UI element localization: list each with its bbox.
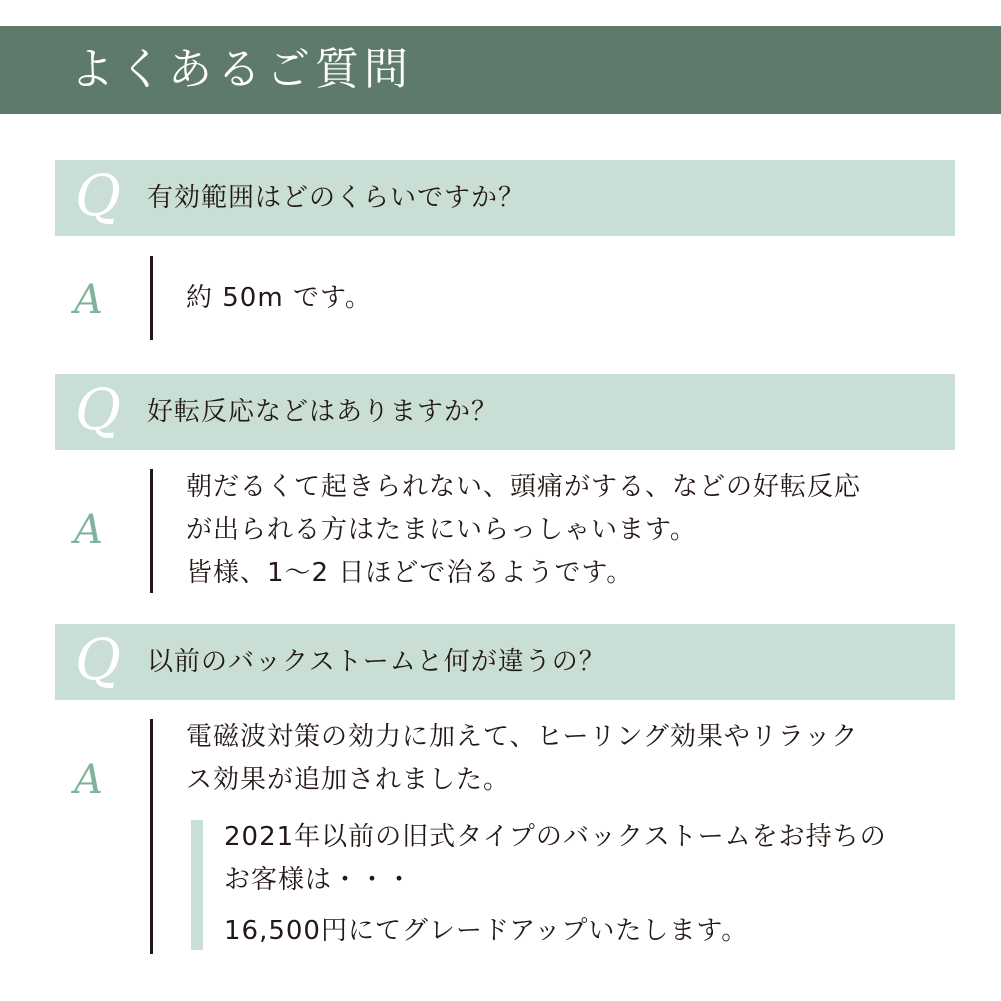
note-line: 16,500円にてグレードアップいたします。 [224,916,749,946]
faq-answer-1 [186,277,946,320]
note-line: 2021年以前の旧式タイプのバックストームをお持ちの [224,822,887,852]
answer-line: 皆様、1～2 日ほどで治るようです。 [186,558,634,588]
answer-divider [150,719,153,954]
page-header [0,26,1001,114]
question-mark-icon: Q [75,628,121,693]
answer-line: 朝だるくて起きられない、頭痛がする、などの好転反応 [186,472,862,502]
upgrade-note [224,816,954,953]
faq-question-2 [55,374,955,450]
answer-mark-icon: A [74,507,103,553]
faq-question-1 [55,160,955,236]
note-line: お客様は・・・ [224,865,414,895]
answer-line: ス効果が追加されました。 [186,765,511,795]
answer-line: が出られる方はたまにいらっしゃいます。 [186,515,697,545]
note-accent-bar [191,820,203,950]
question-mark-icon: Q [75,164,121,229]
question-text: 好転反応などはありますか？ [147,397,499,427]
answer-divider [150,469,153,593]
faq-question-3 [55,624,955,700]
answer-line: 約 50m です。 [186,283,372,313]
faq-answer-3 [186,716,946,802]
question-text: 有効範囲はどのくらいですか？ [147,183,526,213]
question-mark-icon: Q [75,378,121,443]
answer-divider [150,256,153,340]
answer-line: 電磁波対策の効力に加えて、ヒーリング効果やリラック [186,722,859,752]
answer-mark-icon: A [74,277,103,323]
faq-answer-2 [186,466,946,595]
question-text: 以前のバックストームと何が違うの？ [147,647,606,677]
page-title: よくあるご質問 [70,44,413,95]
answer-mark-icon: A [74,757,103,803]
